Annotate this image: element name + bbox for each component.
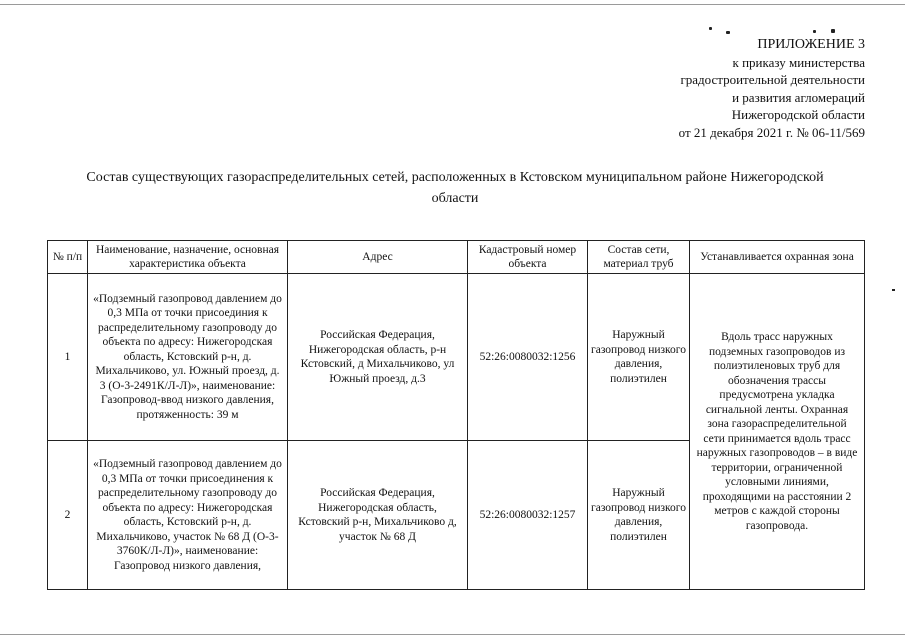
cell-name: «Подземный газопровод давлением до 0,3 МПа от точки присоединия к распределительному газопроводу до объекта по адресу: Нижегородская область, Кстовский р-н, д. Михальчиково, ул. Южный проезд, д. 3 (О-3-2491К/Л-Л)», наименование: Газопровод-ввод низкого давления, протяженность: 39 м <box>88 274 288 441</box>
gas-network-table <box>47 240 865 590</box>
table-header-row <box>48 241 865 274</box>
header-name: Наименование, назначение, основная характеристика объекта <box>88 241 288 274</box>
cell-address: Российская Федерация, Нижегородская область, р-н Кстовский, д Михальчиково, ул Южный проезд, д.3 <box>288 274 468 441</box>
header-network: Состав сети, материал труб <box>588 241 690 274</box>
cell-number: 1 <box>48 274 88 441</box>
scan-speck <box>709 27 712 30</box>
table-row <box>48 274 865 441</box>
appendix-line: и развития агломераций <box>732 89 865 105</box>
document-title-line: Состав существующих газораспределительных сетей, расположенных в Кстовском муниципальном районе Нижегородской <box>86 170 824 185</box>
appendix-line: Нижегородской области <box>731 107 865 122</box>
document-title <box>40 167 870 209</box>
header-address: Адрес <box>288 241 468 274</box>
appendix-heading: ПРИЛОЖЕНИЕ 3 <box>757 37 865 52</box>
header-number: № п/п <box>48 241 88 274</box>
cell-network: Наружный газопровод низкого давления, полиэтилен <box>588 441 690 590</box>
appendix-line: от 21 декабря 2021 г. № 06-11/569 <box>678 124 865 140</box>
appendix-line: к приказу министерства <box>732 54 865 70</box>
appendix-line: градостроительной деятельности <box>680 72 865 87</box>
cell-address: Российская Федерация, Нижегородская область, Кстовский р-н, Михальчиково д, участок № 68 Д <box>288 441 468 590</box>
header-zone: Устанавливается охранная зона <box>690 241 865 274</box>
cell-name: «Подземный газопровод давлением до 0,3 МПа от точки присоединения к распределительному газопроводу до объекта по адресу: Нижегородская область, Кстовский р-н, д. Михальчиково, участок № 68 Д (О-3-3760К/Л-Л)», наименование: Газопровод низкого давления, <box>88 441 288 590</box>
cell-cadastral: 52:26:0080032:1256 <box>468 274 588 441</box>
scan-speck <box>831 29 835 33</box>
appendix-block <box>535 36 865 141</box>
scan-artifact-top <box>0 4 905 5</box>
cell-number: 2 <box>48 441 88 590</box>
scan-speck <box>813 30 816 33</box>
cell-cadastral: 52:26:0080032:1257 <box>468 441 588 590</box>
cell-protection-zone: Вдоль трасс наружных подземных газопроводов из полиэтиленовых труб для обозначения трассы предусмотрена укладка сигнальной ленты. Охранная зона газораспределительной сети принимается вдоль трасс наружных газопроводов – в виде территории, ограниченной условными линиями, проходящими на расстоянии 2 метров с каждой стороны газопровода. <box>690 274 865 590</box>
cell-network: Наружный газопровод низкого давления, полиэтилен <box>588 274 690 441</box>
document-title-line: области <box>431 191 479 206</box>
scan-artifact-bottom <box>0 634 905 635</box>
header-cadastral: Кадастровый номер объекта <box>468 241 588 274</box>
scan-speck <box>892 289 895 291</box>
scan-speck <box>726 31 730 34</box>
